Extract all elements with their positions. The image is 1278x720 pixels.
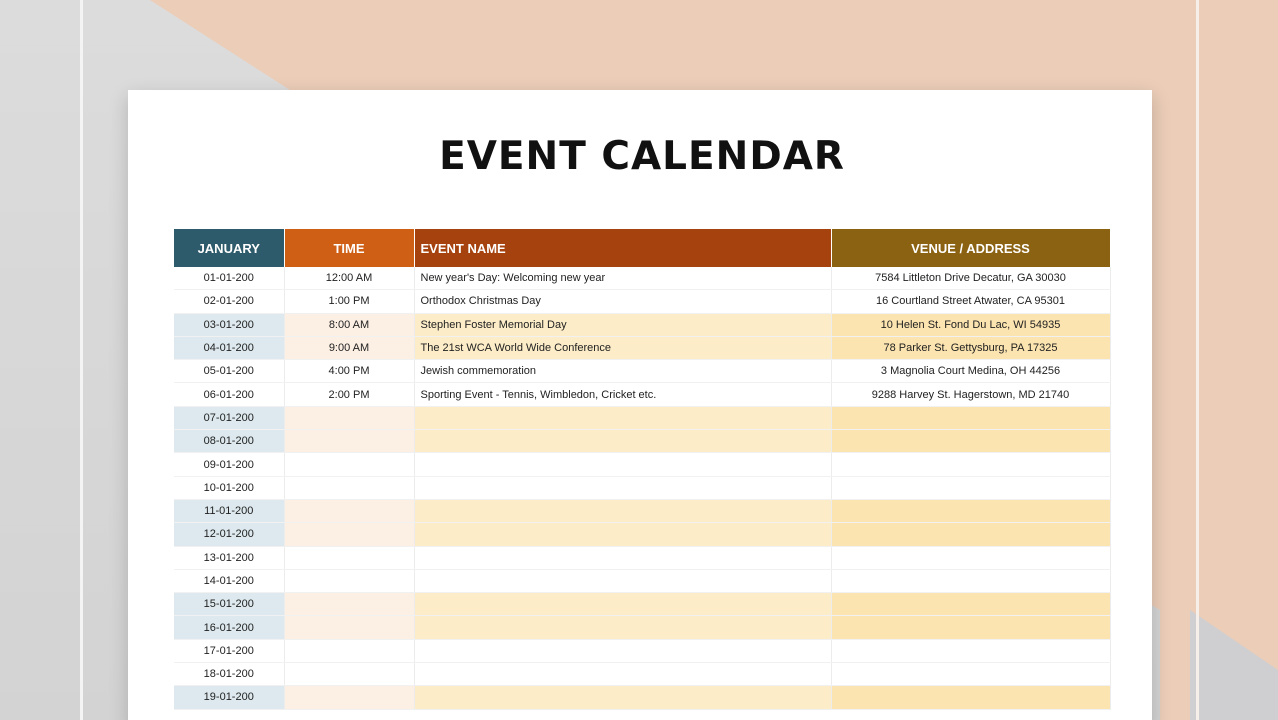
venue-cell — [831, 406, 1110, 429]
header-time: TIME — [284, 229, 414, 267]
time-cell — [284, 686, 414, 709]
date-cell: 01-01-200 — [174, 267, 284, 290]
table-row — [174, 616, 1110, 639]
table-row — [174, 476, 1110, 499]
time-cell — [284, 476, 414, 499]
page-title: EVENT CALENDAR — [439, 134, 845, 179]
venue-cell: 3 Magnolia Court Medina, OH 44256 — [831, 360, 1110, 383]
time-cell: 1:00 PM — [284, 290, 414, 313]
time-cell — [284, 616, 414, 639]
venue-cell — [831, 476, 1110, 499]
time-cell — [284, 569, 414, 592]
time-cell — [284, 430, 414, 453]
date-cell: 15-01-200 — [174, 593, 284, 616]
table-row — [174, 290, 1110, 313]
background-line-left — [80, 0, 83, 720]
table-row — [174, 569, 1110, 592]
table-row — [174, 686, 1110, 709]
time-cell — [284, 406, 414, 429]
date-cell: 07-01-200 — [174, 406, 284, 429]
background-line-right — [1196, 0, 1199, 720]
date-cell: 12-01-200 — [174, 523, 284, 546]
date-cell: 08-01-200 — [174, 430, 284, 453]
table-header-row — [174, 229, 1110, 267]
time-cell: 4:00 PM — [284, 360, 414, 383]
date-cell: 10-01-200 — [174, 476, 284, 499]
event-name-cell: New year's Day: Welcoming new year — [414, 267, 831, 290]
event-name-cell — [414, 406, 831, 429]
time-cell: 2:00 PM — [284, 383, 414, 406]
time-cell: 9:00 AM — [284, 336, 414, 359]
event-name-cell — [414, 523, 831, 546]
table-row — [174, 383, 1110, 406]
venue-cell — [831, 569, 1110, 592]
date-cell: 14-01-200 — [174, 569, 284, 592]
event-name-cell — [414, 499, 831, 522]
table-row — [174, 313, 1110, 336]
venue-cell: 10 Helen St. Fond Du Lac, WI 54935 — [831, 313, 1110, 336]
event-name-cell — [414, 546, 831, 569]
table-row — [174, 639, 1110, 662]
table-row — [174, 406, 1110, 429]
venue-cell: 78 Parker St. Gettysburg, PA 17325 — [831, 336, 1110, 359]
event-name-cell — [414, 663, 831, 686]
venue-cell — [831, 686, 1110, 709]
table-row — [174, 593, 1110, 616]
venue-cell — [831, 546, 1110, 569]
event-name-cell — [414, 616, 831, 639]
table-row — [174, 523, 1110, 546]
table-body — [174, 267, 1110, 709]
date-cell: 17-01-200 — [174, 639, 284, 662]
venue-cell — [831, 523, 1110, 546]
time-cell — [284, 593, 414, 616]
venue-cell — [831, 430, 1110, 453]
date-cell: 02-01-200 — [174, 290, 284, 313]
table-row — [174, 453, 1110, 476]
event-name-cell — [414, 569, 831, 592]
date-cell: 04-01-200 — [174, 336, 284, 359]
table-row — [174, 663, 1110, 686]
event-calendar-table — [174, 229, 1111, 710]
event-name-cell — [414, 453, 831, 476]
event-name-cell: Sporting Event - Tennis, Wimbledon, Cricket etc. — [414, 383, 831, 406]
event-name-cell — [414, 430, 831, 453]
venue-cell: 9288 Harvey St. Hagerstown, MD 21740 — [831, 383, 1110, 406]
event-name-cell — [414, 686, 831, 709]
time-cell — [284, 639, 414, 662]
event-name-cell: Stephen Foster Memorial Day — [414, 313, 831, 336]
date-cell: 13-01-200 — [174, 546, 284, 569]
venue-cell — [831, 663, 1110, 686]
header-venue-address: VENUE / ADDRESS — [831, 229, 1110, 267]
date-cell: 06-01-200 — [174, 383, 284, 406]
time-cell — [284, 453, 414, 476]
event-name-cell: The 21st WCA World Wide Conference — [414, 336, 831, 359]
event-name-cell — [414, 476, 831, 499]
time-cell — [284, 663, 414, 686]
time-cell — [284, 546, 414, 569]
time-cell — [284, 499, 414, 522]
time-cell: 12:00 AM — [284, 267, 414, 290]
date-cell: 03-01-200 — [174, 313, 284, 336]
venue-cell — [831, 453, 1110, 476]
event-name-cell: Jewish commemoration — [414, 360, 831, 383]
time-cell: 8:00 AM — [284, 313, 414, 336]
date-cell: 19-01-200 — [174, 686, 284, 709]
event-name-cell — [414, 593, 831, 616]
time-cell — [284, 523, 414, 546]
header-event-name: EVENT NAME — [414, 229, 831, 267]
table-row — [174, 336, 1110, 359]
table-row — [174, 499, 1110, 522]
date-cell: 09-01-200 — [174, 453, 284, 476]
venue-cell: 7584 Littleton Drive Decatur, GA 30030 — [831, 267, 1110, 290]
venue-cell — [831, 616, 1110, 639]
table-row — [174, 430, 1110, 453]
table-row — [174, 546, 1110, 569]
table-row — [174, 267, 1110, 290]
event-name-cell: Orthodox Christmas Day — [414, 290, 831, 313]
venue-cell — [831, 499, 1110, 522]
venue-cell — [831, 593, 1110, 616]
date-cell: 16-01-200 — [174, 616, 284, 639]
table-row — [174, 360, 1110, 383]
date-cell: 18-01-200 — [174, 663, 284, 686]
date-cell: 05-01-200 — [174, 360, 284, 383]
venue-cell — [831, 639, 1110, 662]
event-name-cell — [414, 639, 831, 662]
header-january: JANUARY — [174, 229, 284, 267]
venue-cell: 16 Courtland Street Atwater, CA 95301 — [831, 290, 1110, 313]
date-cell: 11-01-200 — [174, 499, 284, 522]
